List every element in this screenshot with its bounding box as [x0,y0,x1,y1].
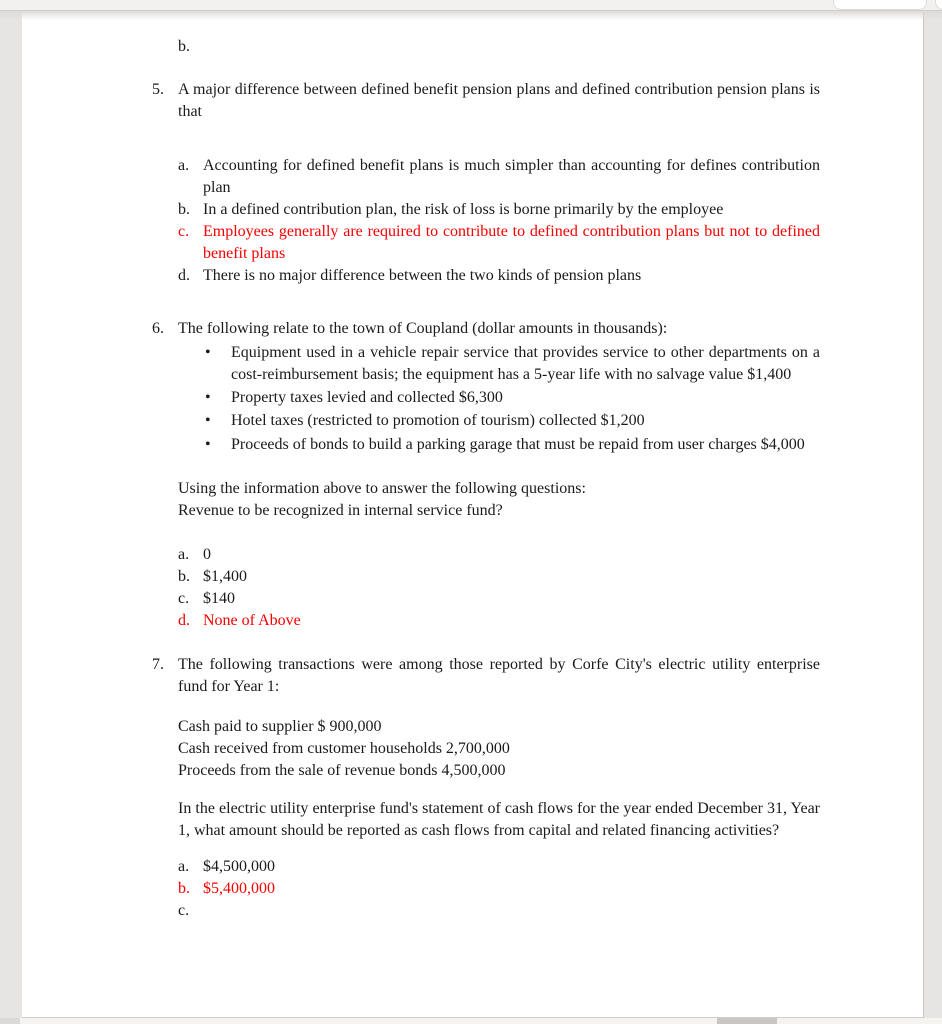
bullet-text: Proceeds of bonds to build a parking garage that must be repaid from user charges $4,000 [231,436,805,453]
option-letter: b. [178,38,190,55]
bullet-text: Hotel taxes (restricted to promotion of tourism) collected $1,200 [231,412,645,429]
option-letter: b. [178,880,190,897]
toolbar-button[interactable] [833,0,927,10]
option-letter: c. [178,223,190,240]
question-followup: In the electric utility enterprise fund's statement of cash flows for the year ended December 31, Year 1, what amount should be reported as cash flows from capital and related financing activities? [178,800,820,839]
option-letter: b. [178,201,190,218]
options-list [178,544,820,632]
bullet-icon: • [205,436,211,453]
option-text: Employees generally are required to contribute to defined contribution plans but not to defined benefit plans [203,223,820,262]
question-6 [152,318,820,632]
option-d-highlighted [178,610,820,632]
option-letter: b. [178,568,190,585]
option-letter: a. [178,157,190,174]
option-text: $5,400,000 [203,880,275,897]
option-letter: c. [178,902,190,919]
answer-option-stray [178,36,820,58]
option-c [178,900,820,922]
document-page [22,11,924,1018]
option-letter: a. [178,546,190,563]
options-list [178,155,820,287]
transaction-line: Cash received from customer households 2,700,000 [178,740,510,757]
question-text: A major difference between defined benefit pension plans and defined contribution pension plans is that [178,81,820,120]
bullet-item [178,387,820,409]
toolbar-button-partial[interactable] [935,0,942,10]
option-text: In a defined contribution plan, the risk of loss is borne primarily by the employee [203,201,724,218]
transaction-line: Cash paid to supplier $ 900,000 [178,718,382,735]
question-text: The following transactions were among those reported by Corfe City's electric utility enterprise fund for Year 1: [178,656,820,695]
options-list [178,856,820,922]
option-text: $1,400 [203,568,247,585]
option-letter: d. [178,612,190,629]
option-letter: a. [178,858,190,875]
transaction-line: Proceeds from the sale of revenue bonds 4,500,000 [178,762,506,779]
option-b [178,566,820,588]
bullet-item [178,410,820,432]
bullet-text: Property taxes levied and collected $6,300 [231,389,503,406]
scrollbar-thumb[interactable] [717,1018,777,1024]
option-text: There is no major difference between the two kinds of pension plans [203,267,642,284]
scrollbar-corner [0,1018,20,1024]
transaction-lines [178,716,820,782]
option-letter: d. [178,267,190,284]
question-number: 5. [152,81,164,98]
option-a [178,155,820,199]
bullet-item [178,434,820,456]
question-text: The following relate to the town of Coupland (dollar amounts in thousands): [178,320,668,337]
document-content [22,36,923,922]
horizontal-scrollbar[interactable] [0,1018,942,1024]
bullet-icon: • [205,412,211,429]
bullet-icon: • [205,389,211,406]
bullet-list [178,342,820,456]
option-b-highlighted [178,878,820,900]
question-7 [152,654,820,922]
option-text: $4,500,000 [203,858,275,875]
bullet-text: Equipment used in a vehicle repair service that provides service to other departments on a cost-reimbursement basis; the equipment has a 5-year life with no salvage value $1,400 [231,344,820,383]
option-text: Accounting for defined benefit plans is much simpler than accounting for defines contribution plan [203,157,820,196]
paragraph: Using the information above to answer the following questions: [178,480,586,497]
question-number: 6. [152,320,164,337]
question-number: 7. [152,656,164,673]
question-paragraphs [178,478,820,522]
option-text: $140 [203,590,235,607]
option-c [178,588,820,610]
option-c-highlighted [178,221,820,265]
option-b [178,199,820,221]
option-text: None of Above [203,612,301,629]
bullet-item [178,342,820,386]
option-text: 0 [203,546,211,563]
option-text [203,900,820,922]
option-letter: c. [178,590,190,607]
option-d [178,265,820,287]
option-a [178,856,820,878]
paragraph: Revenue to be recognized in internal service fund? [178,502,503,519]
browser-toolbar-strip [0,0,942,11]
option-a [178,544,820,566]
bullet-icon: • [205,344,211,361]
question-5 [152,79,820,287]
